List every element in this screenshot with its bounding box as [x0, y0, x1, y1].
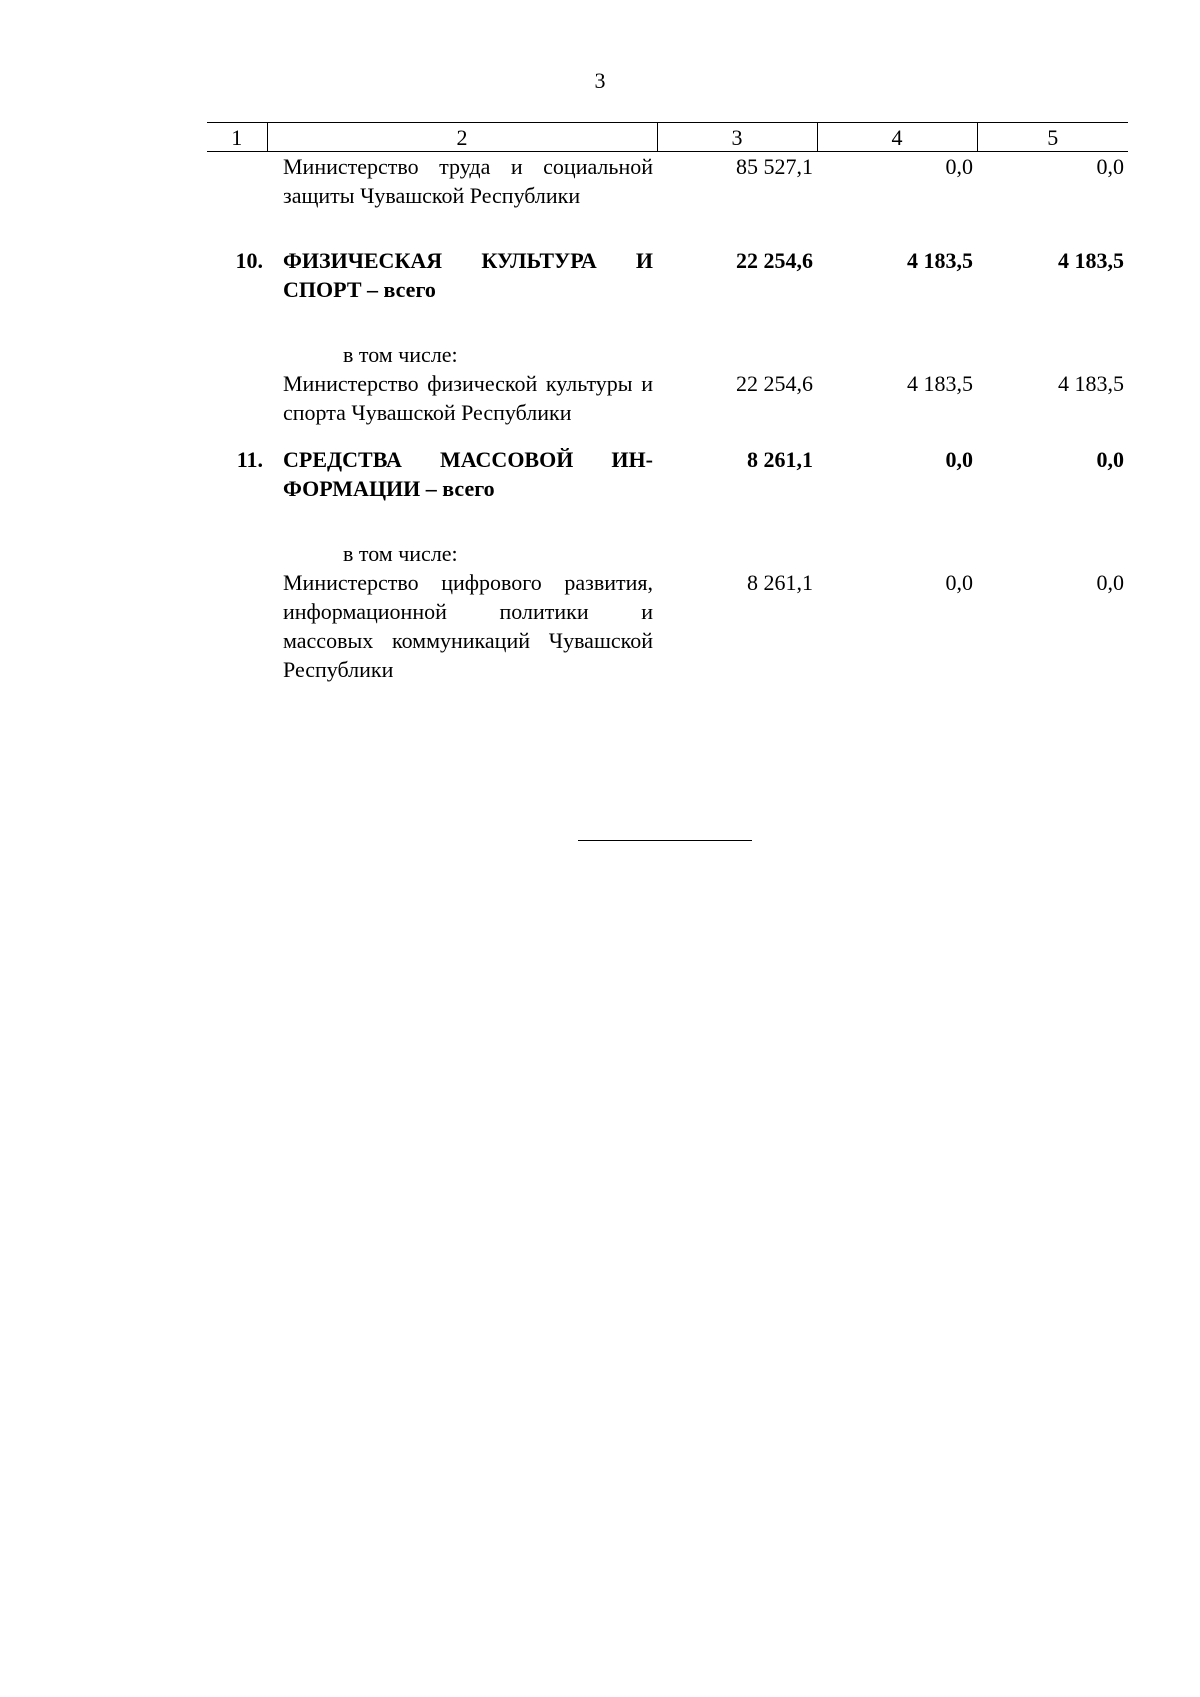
column-header-5: 5: [977, 123, 1128, 152]
value-col-4-cell: 4 183,5: [907, 371, 973, 396]
value-col-3-cell: 8 261,1: [747, 570, 813, 595]
value-col-5-cell: 0,0: [1096, 570, 1124, 595]
value-col-5-cell: 4 183,5: [1058, 371, 1124, 396]
column-header-1: 1: [207, 123, 267, 152]
column-header-2: 2: [267, 123, 657, 152]
table-row: [207, 246, 1128, 340]
row-name-cell: [267, 340, 657, 445]
value-col-4-cell: 0,0: [945, 154, 973, 179]
row-name: Министерство физической культуры и спорта Чувашской Республики: [283, 371, 653, 425]
row-name-cell: [267, 246, 657, 340]
value-col-3-cell: 8 261,1: [747, 447, 813, 472]
table-header-row: [207, 123, 1128, 152]
row-number-cell: [207, 340, 267, 445]
value-col-5-cell: 4 183,5: [1058, 248, 1124, 273]
table-row: [207, 152, 1128, 247]
row-name-cell: [267, 539, 657, 684]
row-name: Министерство труда и социальной защиты Чувашской Республики: [283, 154, 653, 208]
budget-table: [207, 122, 1128, 684]
row-name: СРЕДСТВА МАССОВОЙ ИНФОРМАЦИИ – всего: [283, 447, 653, 501]
value-col-5-cell: 0,0: [1096, 447, 1124, 472]
table-row: [207, 340, 1128, 445]
page-number: 3: [594, 68, 606, 93]
value-col-5-cell: 0,0: [1096, 154, 1124, 179]
row-number-cell: [207, 539, 267, 684]
column-header-4: 4: [817, 123, 977, 152]
row-name-cell: [267, 152, 657, 247]
sub-label: в том числе:: [343, 342, 458, 367]
value-col-3-cell: 22 254,6: [736, 248, 813, 273]
row-name: Министерство цифрового развития, информационной политики и массовых коммуникаций Чувашской Республики: [283, 570, 653, 682]
sub-label: в том числе:: [343, 541, 458, 566]
row-number-cell: [207, 152, 267, 247]
table-row: [207, 539, 1128, 684]
value-col-4-cell: 4 183,5: [907, 248, 973, 273]
row-number-cell: 10.: [235, 248, 263, 273]
row-name-cell: [267, 445, 657, 539]
value-col-3-cell: 22 254,6: [736, 371, 813, 396]
table-row: [207, 445, 1128, 539]
end-divider-line: [578, 840, 752, 841]
value-col-4-cell: 0,0: [945, 570, 973, 595]
value-col-3-cell: 85 527,1: [736, 154, 813, 179]
row-number-cell: 11.: [236, 447, 263, 472]
table-body: [207, 152, 1128, 685]
value-col-4-cell: 0,0: [945, 447, 973, 472]
row-name: ФИЗИЧЕСКАЯ КУЛЬТУРА И СПОРТ – всего: [283, 248, 653, 302]
column-header-3: 3: [657, 123, 817, 152]
